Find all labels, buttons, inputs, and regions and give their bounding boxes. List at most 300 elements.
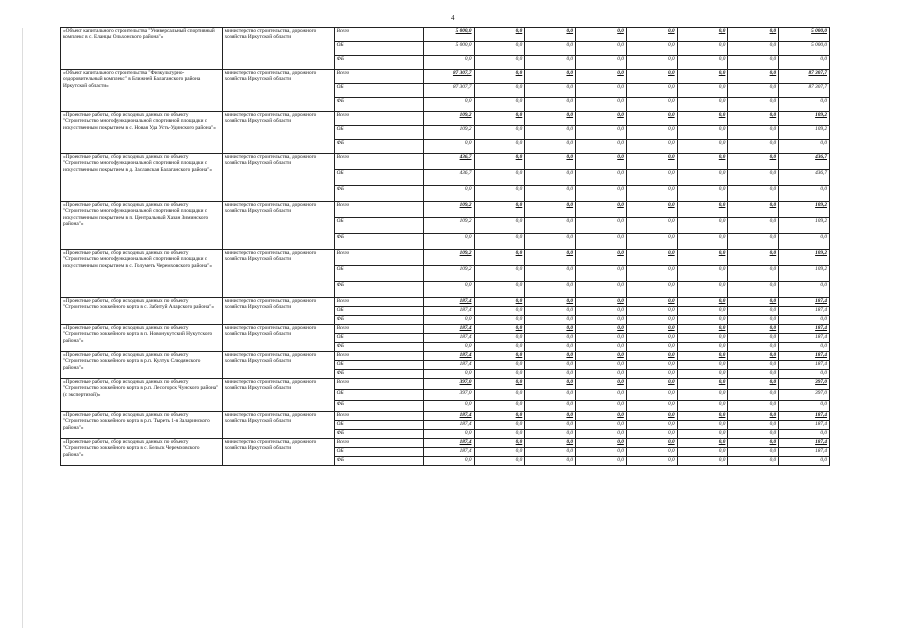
amount-cell: 0,0: [525, 352, 576, 361]
amount-cell: 109,2: [423, 218, 474, 234]
table-row-total: [61, 298, 830, 307]
amount-cell: 0,0: [626, 430, 677, 439]
amount-cell: 0,0: [728, 379, 779, 390]
funding-source-cell: Всего: [334, 352, 423, 361]
amount-cell: 109,2: [423, 112, 474, 126]
amount-cell: 0,0: [525, 28, 576, 42]
amount-cell: 0,0: [474, 334, 525, 343]
amount-cell: 0,0: [525, 42, 576, 56]
amount-cell: 0,0: [576, 56, 627, 70]
amount-cell: 0,0: [626, 298, 677, 307]
amount-cell: 0,0: [626, 352, 677, 361]
amount-cell: 0,0: [576, 343, 627, 352]
amount-cell: 0,0: [728, 361, 779, 370]
amount-cell: 5 000,0: [779, 42, 830, 56]
amount-cell: 109,2: [779, 112, 830, 126]
amount-cell: 436,7: [423, 154, 474, 170]
amount-cell: 0,0: [423, 316, 474, 325]
amount-cell: 0,0: [728, 154, 779, 170]
amount-cell: 0,0: [576, 140, 627, 154]
table-row-total: [61, 352, 830, 361]
amount-cell: 0,0: [677, 421, 728, 430]
amount-cell: 0,0: [728, 140, 779, 154]
amount-cell: 187,4: [423, 307, 474, 316]
amount-cell: 0,0: [474, 154, 525, 170]
amount-cell: 5 000,0: [423, 42, 474, 56]
amount-cell: 187,4: [779, 325, 830, 334]
amount-cell: 0,0: [576, 352, 627, 361]
amount-cell: 187,4: [423, 325, 474, 334]
amount-cell: 0,0: [779, 186, 830, 202]
amount-cell: 187,4: [423, 361, 474, 370]
table-row-total: [61, 202, 830, 218]
table-body: [61, 28, 830, 466]
amount-cell: 0,0: [525, 126, 576, 140]
amount-cell: 0,0: [626, 186, 677, 202]
amount-cell: 0,0: [576, 154, 627, 170]
funding-source-cell: ФБ: [334, 234, 423, 250]
amount-cell: 0,0: [576, 390, 627, 401]
amount-cell: 0,0: [576, 42, 627, 56]
responsible-cell: министерство строительства, дорожного хозяйства Иркутской области: [222, 352, 334, 379]
amount-cell: 397,0: [779, 390, 830, 401]
amount-cell: 0,0: [474, 70, 525, 84]
funding-source-cell: Всего: [334, 70, 423, 84]
program-funding-table: [60, 27, 830, 466]
responsible-cell: министерство строительства, дорожного хозяйства Иркутской области: [222, 154, 334, 202]
amount-cell: 0,0: [626, 202, 677, 218]
amount-cell: 187,4: [779, 421, 830, 430]
funding-source-cell: ФБ: [334, 457, 423, 466]
object-name-cell: «Проектные работы, сбор исходных данных по объекту "Строительство хоккейного корта в п. Новонукутский Нукутского района"»: [61, 325, 223, 352]
amount-cell: 0,0: [576, 186, 627, 202]
amount-cell: 0,0: [728, 186, 779, 202]
amount-cell: 0,0: [474, 250, 525, 266]
amount-cell: 0,0: [525, 266, 576, 282]
amount-cell: 0,0: [677, 343, 728, 352]
table-row-total: [61, 439, 830, 448]
amount-cell: 0,0: [728, 298, 779, 307]
amount-cell: 0,0: [576, 421, 627, 430]
amount-cell: 0,0: [576, 307, 627, 316]
amount-cell: 187,4: [779, 298, 830, 307]
amount-cell: 187,4: [779, 412, 830, 421]
amount-cell: 0,0: [626, 282, 677, 298]
table-row-total: [61, 28, 830, 42]
amount-cell: 0,0: [626, 457, 677, 466]
amount-cell: 0,0: [525, 457, 576, 466]
amount-cell: 187,4: [779, 307, 830, 316]
amount-cell: 0,0: [474, 98, 525, 112]
amount-cell: 0,0: [728, 170, 779, 186]
amount-cell: 0,0: [677, 84, 728, 98]
amount-cell: 0,0: [626, 361, 677, 370]
amount-cell: 0,0: [576, 70, 627, 84]
amount-cell: 0,0: [626, 70, 677, 84]
object-name-cell: «Объект капитального строительства "Универсальный спортивный комплекс в с. Еланцы Ольхонского района"»: [61, 28, 223, 70]
funding-source-cell: ОБ: [334, 334, 423, 343]
amount-cell: 0,0: [576, 370, 627, 379]
amount-cell: 0,0: [626, 316, 677, 325]
amount-cell: 0,0: [474, 361, 525, 370]
responsible-cell: министерство строительства, дорожного хозяйства Иркутской области: [222, 325, 334, 352]
amount-cell: 0,0: [677, 298, 728, 307]
table-row-total: [61, 379, 830, 390]
amount-cell: 0,0: [779, 430, 830, 439]
page-number: 4: [451, 14, 455, 22]
amount-cell: 397,0: [423, 379, 474, 390]
amount-cell: 0,0: [677, 439, 728, 448]
amount-cell: 0,0: [677, 370, 728, 379]
object-name-cell: «Проектные работы, сбор исходных данных по объекту "Строительство многофункциональной спортивной площадки с искусственным покрытием в п. Центральный Хазан Зиминского района"»: [61, 202, 223, 250]
amount-cell: 0,0: [474, 379, 525, 390]
amount-cell: 0,0: [677, 361, 728, 370]
object-name-cell: «Проектные работы, сбор исходных данных по объекту "Строительство хоккейного корта в р.п. Култук Слюдянского района"»: [61, 352, 223, 379]
funding-source-cell: ОБ: [334, 218, 423, 234]
amount-cell: 0,0: [728, 448, 779, 457]
amount-cell: 0,0: [525, 218, 576, 234]
amount-cell: 187,4: [423, 421, 474, 430]
object-name-cell: «Проектные работы, сбор исходных данных по объекту "Строительство многофункциональной спортивной площадки с искусственным покрытием в с. Голуметь Черемховского района"»: [61, 250, 223, 298]
amount-cell: 0,0: [474, 457, 525, 466]
funding-source-cell: ФБ: [334, 140, 423, 154]
amount-cell: 436,7: [423, 170, 474, 186]
amount-cell: 0,0: [677, 266, 728, 282]
object-name-cell: «Проектные работы, сбор исходных данных по объекту "Строительство многофункциональной спортивной площадки с искусственным покрытием в с. Новая Уда Усть-Удинского района"»: [61, 112, 223, 154]
table-row-total: [61, 250, 830, 266]
amount-cell: 0,0: [626, 42, 677, 56]
amount-cell: 0,0: [677, 457, 728, 466]
amount-cell: 0,0: [525, 70, 576, 84]
amount-cell: 0,0: [525, 234, 576, 250]
table-row-total: [61, 112, 830, 126]
amount-cell: 0,0: [576, 234, 627, 250]
amount-cell: 87 307,7: [423, 70, 474, 84]
object-name-cell: «Проектные работы, сбор исходных данных по объекту "Строительство хоккейного корта в р.п. Лесогорск Чунского района" (с экспертизой)»: [61, 379, 223, 412]
amount-cell: 0,0: [525, 430, 576, 439]
responsible-cell: министерство строительства, дорожного хозяйства Иркутской области: [222, 412, 334, 439]
amount-cell: 0,0: [576, 98, 627, 112]
amount-cell: 187,4: [779, 334, 830, 343]
amount-cell: 0,0: [626, 98, 677, 112]
funding-source-cell: Всего: [334, 202, 423, 218]
amount-cell: 0,0: [677, 112, 728, 126]
amount-cell: 0,0: [576, 282, 627, 298]
amount-cell: 0,0: [677, 379, 728, 390]
amount-cell: 0,0: [423, 282, 474, 298]
funding-source-cell: ОБ: [334, 421, 423, 430]
amount-cell: 0,0: [576, 298, 627, 307]
amount-cell: 0,0: [779, 140, 830, 154]
funding-source-cell: ОБ: [334, 390, 423, 401]
amount-cell: 0,0: [728, 42, 779, 56]
amount-cell: 0,0: [677, 282, 728, 298]
funding-source-cell: ФБ: [334, 401, 423, 412]
amount-cell: 0,0: [728, 84, 779, 98]
responsible-cell: министерство строительства, дорожного хозяйства Иркутской области: [222, 112, 334, 154]
amount-cell: 0,0: [423, 186, 474, 202]
amount-cell: 0,0: [728, 112, 779, 126]
amount-cell: 0,0: [576, 202, 627, 218]
amount-cell: 187,4: [423, 298, 474, 307]
amount-cell: 0,0: [728, 457, 779, 466]
funding-source-cell: ФБ: [334, 343, 423, 352]
amount-cell: 0,0: [626, 379, 677, 390]
amount-cell: 0,0: [423, 56, 474, 70]
amount-cell: 0,0: [728, 390, 779, 401]
funding-source-cell: ФБ: [334, 282, 423, 298]
amount-cell: 0,0: [728, 334, 779, 343]
amount-cell: 0,0: [474, 325, 525, 334]
amount-cell: 0,0: [779, 56, 830, 70]
amount-cell: 0,0: [728, 316, 779, 325]
amount-cell: 0,0: [474, 343, 525, 352]
responsible-cell: министерство строительства, дорожного хозяйства Иркутской области: [222, 28, 334, 70]
amount-cell: 0,0: [626, 250, 677, 266]
funding-source-cell: ОБ: [334, 42, 423, 56]
amount-cell: 0,0: [525, 170, 576, 186]
amount-cell: 0,0: [423, 430, 474, 439]
amount-cell: 0,0: [474, 352, 525, 361]
amount-cell: 0,0: [677, 412, 728, 421]
amount-cell: 0,0: [677, 42, 728, 56]
amount-cell: 0,0: [525, 154, 576, 170]
amount-cell: 0,0: [728, 439, 779, 448]
amount-cell: 0,0: [576, 28, 627, 42]
amount-cell: 436,7: [779, 170, 830, 186]
amount-cell: 187,4: [423, 448, 474, 457]
amount-cell: 0,0: [626, 307, 677, 316]
amount-cell: 0,0: [728, 307, 779, 316]
amount-cell: 0,0: [474, 412, 525, 421]
amount-cell: 0,0: [474, 266, 525, 282]
amount-cell: 0,0: [474, 56, 525, 70]
amount-cell: 109,2: [779, 218, 830, 234]
amount-cell: 0,0: [626, 56, 677, 70]
amount-cell: 0,0: [677, 390, 728, 401]
amount-cell: 0,0: [728, 421, 779, 430]
amount-cell: 0,0: [423, 140, 474, 154]
amount-cell: 0,0: [525, 282, 576, 298]
amount-cell: 109,2: [779, 126, 830, 140]
object-name-cell: «Проектные работы, сбор исходных данных по объекту "Строительство многофункциональной спортивной площадки с искусственным покрытием в д. Заславская Балаганского района"»: [61, 154, 223, 202]
amount-cell: 0,0: [677, 334, 728, 343]
amount-cell: 0,0: [677, 56, 728, 70]
amount-cell: 109,2: [423, 250, 474, 266]
amount-cell: 0,0: [626, 140, 677, 154]
amount-cell: 87 307,7: [779, 70, 830, 84]
amount-cell: 0,0: [626, 401, 677, 412]
responsible-cell: министерство строительства, дорожного хозяйства Иркутской области: [222, 379, 334, 412]
amount-cell: 0,0: [525, 412, 576, 421]
funding-source-cell: Всего: [334, 325, 423, 334]
amount-cell: 0,0: [677, 325, 728, 334]
amount-cell: 0,0: [626, 370, 677, 379]
funding-source-cell: Всего: [334, 154, 423, 170]
amount-cell: 0,0: [576, 379, 627, 390]
responsible-cell: министерство строительства, дорожного хозяйства Иркутской области: [222, 439, 334, 466]
table-row-total: [61, 154, 830, 170]
funding-source-cell: Всего: [334, 298, 423, 307]
amount-cell: 0,0: [677, 218, 728, 234]
amount-cell: 0,0: [728, 352, 779, 361]
amount-cell: 5 000,0: [423, 28, 474, 42]
table-row-total: [61, 70, 830, 84]
amount-cell: 0,0: [779, 370, 830, 379]
amount-cell: 0,0: [576, 170, 627, 186]
amount-cell: 0,0: [728, 218, 779, 234]
amount-cell: 187,4: [779, 361, 830, 370]
amount-cell: 87 307,7: [423, 84, 474, 98]
amount-cell: 0,0: [728, 234, 779, 250]
funding-source-cell: ОБ: [334, 448, 423, 457]
amount-cell: 0,0: [474, 401, 525, 412]
amount-cell: 0,0: [525, 401, 576, 412]
amount-cell: 0,0: [626, 218, 677, 234]
amount-cell: 436,7: [779, 154, 830, 170]
amount-cell: 0,0: [474, 448, 525, 457]
amount-cell: 0,0: [576, 401, 627, 412]
funding-source-cell: Всего: [334, 28, 423, 42]
amount-cell: 0,0: [474, 307, 525, 316]
amount-cell: 0,0: [423, 234, 474, 250]
amount-cell: 0,0: [525, 448, 576, 457]
amount-cell: 0,0: [525, 370, 576, 379]
object-name-cell: «Проектные работы, сбор исходных данных по объекту "Строительство хоккейного корта в с. Бельск Черемховского района"»: [61, 439, 223, 466]
amount-cell: 0,0: [728, 250, 779, 266]
amount-cell: 0,0: [728, 266, 779, 282]
amount-cell: 0,0: [677, 250, 728, 266]
amount-cell: 0,0: [728, 98, 779, 112]
amount-cell: 0,0: [677, 352, 728, 361]
amount-cell: 0,0: [525, 361, 576, 370]
amount-cell: 0,0: [423, 343, 474, 352]
amount-cell: 0,0: [525, 343, 576, 352]
amount-cell: 187,4: [779, 439, 830, 448]
amount-cell: 0,0: [677, 234, 728, 250]
amount-cell: 0,0: [626, 28, 677, 42]
scan-edge-shadow: [22, 28, 23, 628]
amount-cell: 0,0: [525, 325, 576, 334]
amount-cell: 0,0: [474, 316, 525, 325]
amount-cell: 0,0: [474, 186, 525, 202]
amount-cell: 0,0: [728, 202, 779, 218]
amount-cell: 0,0: [525, 250, 576, 266]
amount-cell: 0,0: [626, 448, 677, 457]
amount-cell: 0,0: [576, 448, 627, 457]
amount-cell: 109,2: [423, 202, 474, 218]
amount-cell: 0,0: [779, 98, 830, 112]
amount-cell: 0,0: [626, 325, 677, 334]
amount-cell: 0,0: [728, 370, 779, 379]
amount-cell: 0,0: [474, 202, 525, 218]
amount-cell: 0,0: [576, 250, 627, 266]
table-row-total: [61, 412, 830, 421]
funding-source-cell: ФБ: [334, 316, 423, 325]
amount-cell: 0,0: [677, 448, 728, 457]
funding-source-cell: Всего: [334, 112, 423, 126]
funding-source-cell: ФБ: [334, 98, 423, 112]
amount-cell: 0,0: [728, 126, 779, 140]
amount-cell: 0,0: [626, 412, 677, 421]
amount-cell: 0,0: [576, 84, 627, 98]
amount-cell: 109,2: [779, 266, 830, 282]
amount-cell: 0,0: [474, 170, 525, 186]
responsible-cell: министерство строительства, дорожного хозяйства Иркутской области: [222, 298, 334, 325]
amount-cell: 0,0: [474, 282, 525, 298]
amount-cell: 0,0: [677, 186, 728, 202]
amount-cell: 0,0: [525, 186, 576, 202]
amount-cell: 0,0: [474, 112, 525, 126]
amount-cell: 0,0: [728, 401, 779, 412]
funding-source-cell: ОБ: [334, 170, 423, 186]
amount-cell: 0,0: [626, 439, 677, 448]
amount-cell: 0,0: [779, 457, 830, 466]
amount-cell: 0,0: [525, 84, 576, 98]
amount-cell: 0,0: [474, 370, 525, 379]
amount-cell: 187,4: [779, 448, 830, 457]
amount-cell: 0,0: [626, 170, 677, 186]
amount-cell: 0,0: [525, 112, 576, 126]
amount-cell: 0,0: [525, 316, 576, 325]
amount-cell: 0,0: [626, 390, 677, 401]
amount-cell: 0,0: [474, 126, 525, 140]
funding-source-cell: ФБ: [334, 56, 423, 70]
amount-cell: 0,0: [474, 390, 525, 401]
amount-cell: 187,4: [423, 412, 474, 421]
amount-cell: 0,0: [525, 140, 576, 154]
amount-cell: 0,0: [626, 334, 677, 343]
amount-cell: 0,0: [474, 439, 525, 448]
amount-cell: 0,0: [626, 126, 677, 140]
table-row-total: [61, 325, 830, 334]
amount-cell: 0,0: [576, 457, 627, 466]
amount-cell: 0,0: [576, 266, 627, 282]
funding-source-cell: Всего: [334, 412, 423, 421]
funding-source-cell: ФБ: [334, 186, 423, 202]
amount-cell: 0,0: [474, 421, 525, 430]
object-name-cell: «Объект капитального строительства "Физкультурно-оздоровительный комплекс" в Ближней Балаганского района Иркутской области»: [61, 70, 223, 112]
amount-cell: 187,4: [423, 334, 474, 343]
object-name-cell: «Проектные работы, сбор исходных данных по объекту "Строительство хоккейного корта в с. Забитуй Аларского района"»: [61, 298, 223, 325]
amount-cell: 0,0: [576, 412, 627, 421]
amount-cell: 0,0: [423, 370, 474, 379]
amount-cell: 0,0: [576, 439, 627, 448]
amount-cell: 0,0: [474, 298, 525, 307]
amount-cell: 0,0: [626, 421, 677, 430]
amount-cell: 0,0: [677, 154, 728, 170]
responsible-cell: министерство строительства, дорожного хозяйства Иркутской области: [222, 202, 334, 250]
funding-source-cell: Всего: [334, 379, 423, 390]
amount-cell: 0,0: [728, 325, 779, 334]
amount-cell: 0,0: [474, 430, 525, 439]
amount-cell: 0,0: [677, 126, 728, 140]
amount-cell: 0,0: [677, 202, 728, 218]
amount-cell: 0,0: [525, 379, 576, 390]
amount-cell: 0,0: [423, 98, 474, 112]
amount-cell: 187,4: [423, 352, 474, 361]
amount-cell: 0,0: [677, 430, 728, 439]
responsible-cell: министерство строительства, дорожного хозяйства Иркутской области: [222, 70, 334, 112]
amount-cell: 0,0: [677, 70, 728, 84]
funding-source-cell: ФБ: [334, 370, 423, 379]
amount-cell: 0,0: [423, 457, 474, 466]
amount-cell: 0,0: [525, 202, 576, 218]
funding-source-cell: Всего: [334, 250, 423, 266]
amount-cell: 0,0: [626, 154, 677, 170]
amount-cell: 0,0: [525, 98, 576, 112]
amount-cell: 0,0: [576, 325, 627, 334]
